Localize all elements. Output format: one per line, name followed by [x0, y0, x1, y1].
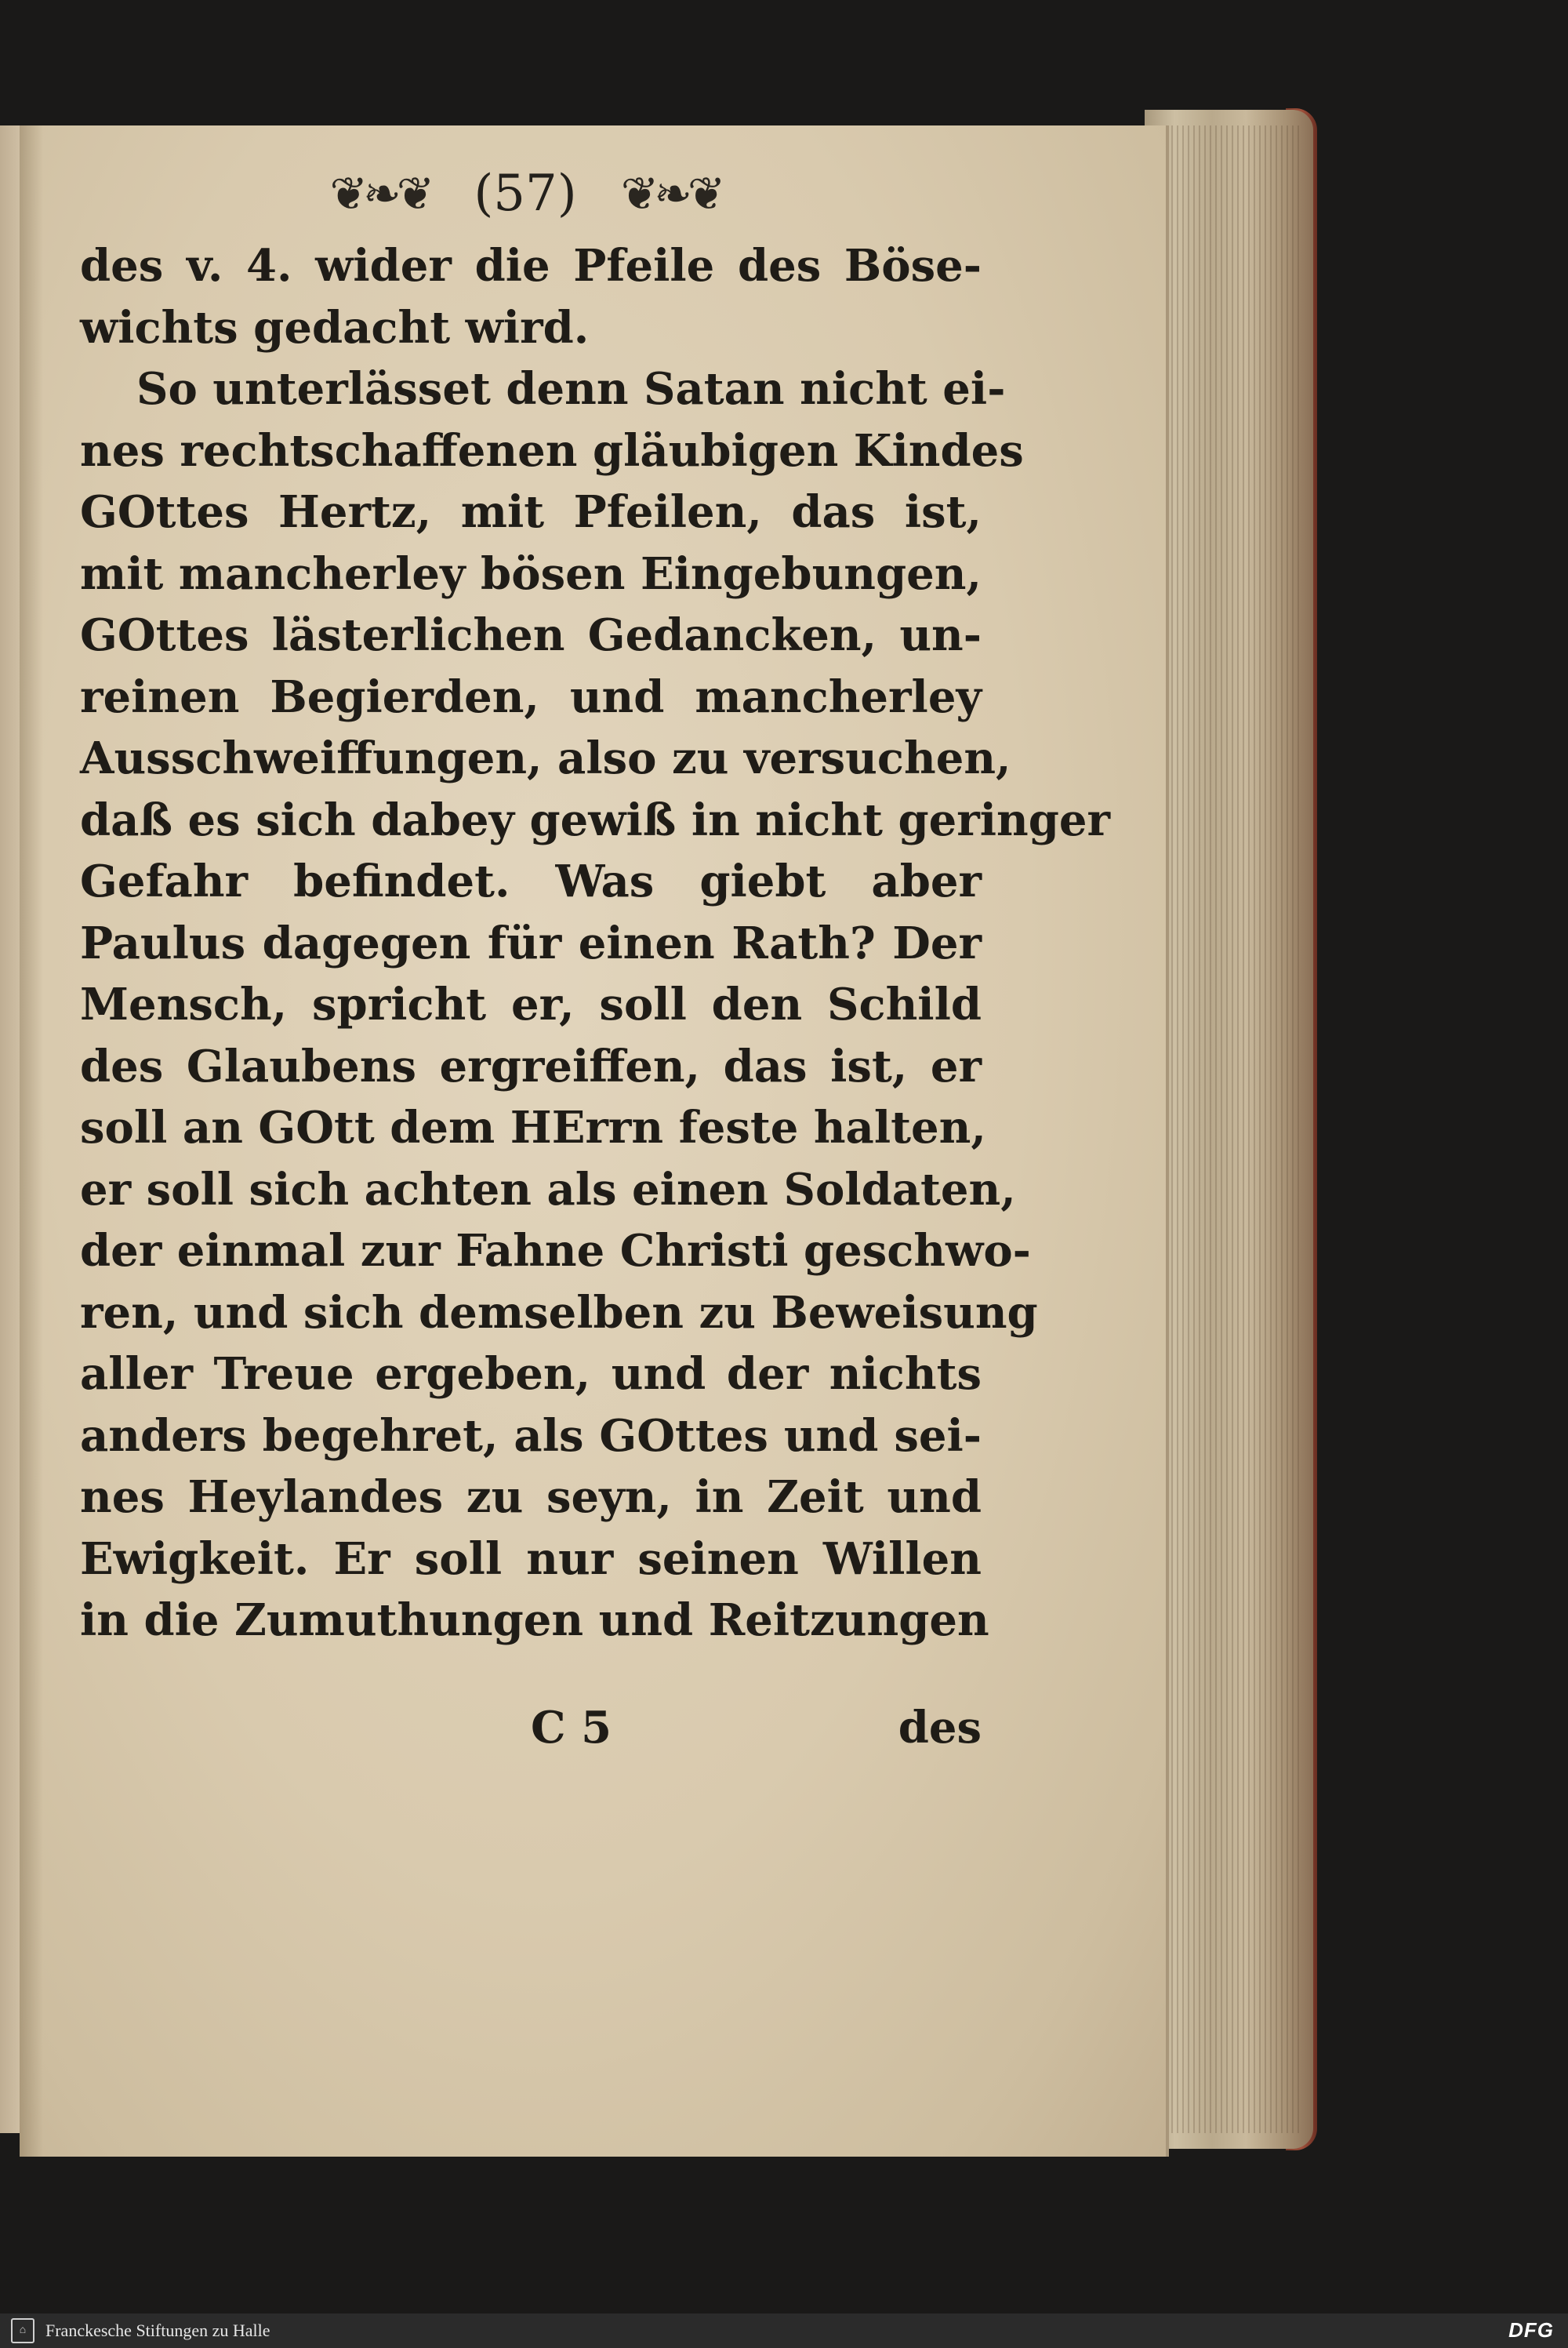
text-line: der einmal zur Fahne Christi geschwo- [80, 1225, 1031, 1277]
body-text [80, 235, 1111, 1652]
printer-signature: C 5 [531, 1702, 612, 1754]
text-line: So unterlässet denn Satan nicht ei- [136, 363, 1006, 415]
dfg-badge: DFG [1508, 2318, 1554, 2342]
catchword: des [898, 1702, 982, 1754]
text-line: GOttes Hertz, mit Pfeilen, das ist, [80, 486, 982, 538]
text-line: nes rechtschaffenen gläubigen Kindes [80, 424, 1024, 477]
text-line: des Glaubens ergreiffen, das ist, er [80, 1040, 982, 1092]
page-gutter-shadow [20, 125, 43, 2157]
institution-name: Franckesche Stiftungen zu Halle [45, 2321, 270, 2340]
page-header [306, 158, 745, 229]
text-line: daß es sich dabey gewiß in nicht geringer [80, 794, 1111, 846]
text-line: Gefahr befindet. Was giebt aber [80, 856, 982, 907]
text-line: Paulus dagegen für einen Rath? Der [80, 917, 982, 969]
book-page-stack-lines [1160, 125, 1301, 2133]
text-line: ren, und sich demselben zu Beweisung [80, 1286, 1038, 1339]
text-line: wichts gedacht wird. [80, 301, 590, 354]
institution-logo-icon: ⌂ [11, 2318, 34, 2343]
text-line: nes Heylandes zu seyn, in Zeit und [80, 1471, 982, 1523]
text-line: Ewigkeit. Er soll nur seinen Willen [80, 1532, 982, 1585]
text-line: GOttes lästerlichen Gedancken, un- [80, 609, 982, 661]
header-ornament-left: ❦❧❦ [329, 167, 430, 220]
text-line: des v. 4. wider die Pfeile des Böse- [80, 240, 982, 292]
text-line: reinen Begierden, und mancherley [80, 671, 982, 723]
text-line: Ausschweiffungen, also zu versuchen, [80, 732, 1011, 784]
page-number: (57) [474, 165, 577, 223]
header-ornament-right: ❦❧❦ [620, 167, 721, 220]
text-line: mit mancherley bösen Eingebungen, [80, 547, 982, 600]
page-foot [80, 1702, 982, 1765]
text-line: soll an GOtt dem HErrn feste halten, [80, 1102, 986, 1154]
text-line: er soll sich achten als einen Soldaten, [80, 1163, 1016, 1216]
text-line: in die Zumuthungen und Reitzungen [80, 1594, 989, 1646]
text-line: Mensch, spricht er, soll den Schild [80, 979, 982, 1030]
text-line: anders begehret, als GOttes und sei- [80, 1409, 982, 1462]
text-line: aller Treue ergeben, und der nichts [80, 1348, 982, 1400]
viewer-footer [0, 2313, 1568, 2348]
